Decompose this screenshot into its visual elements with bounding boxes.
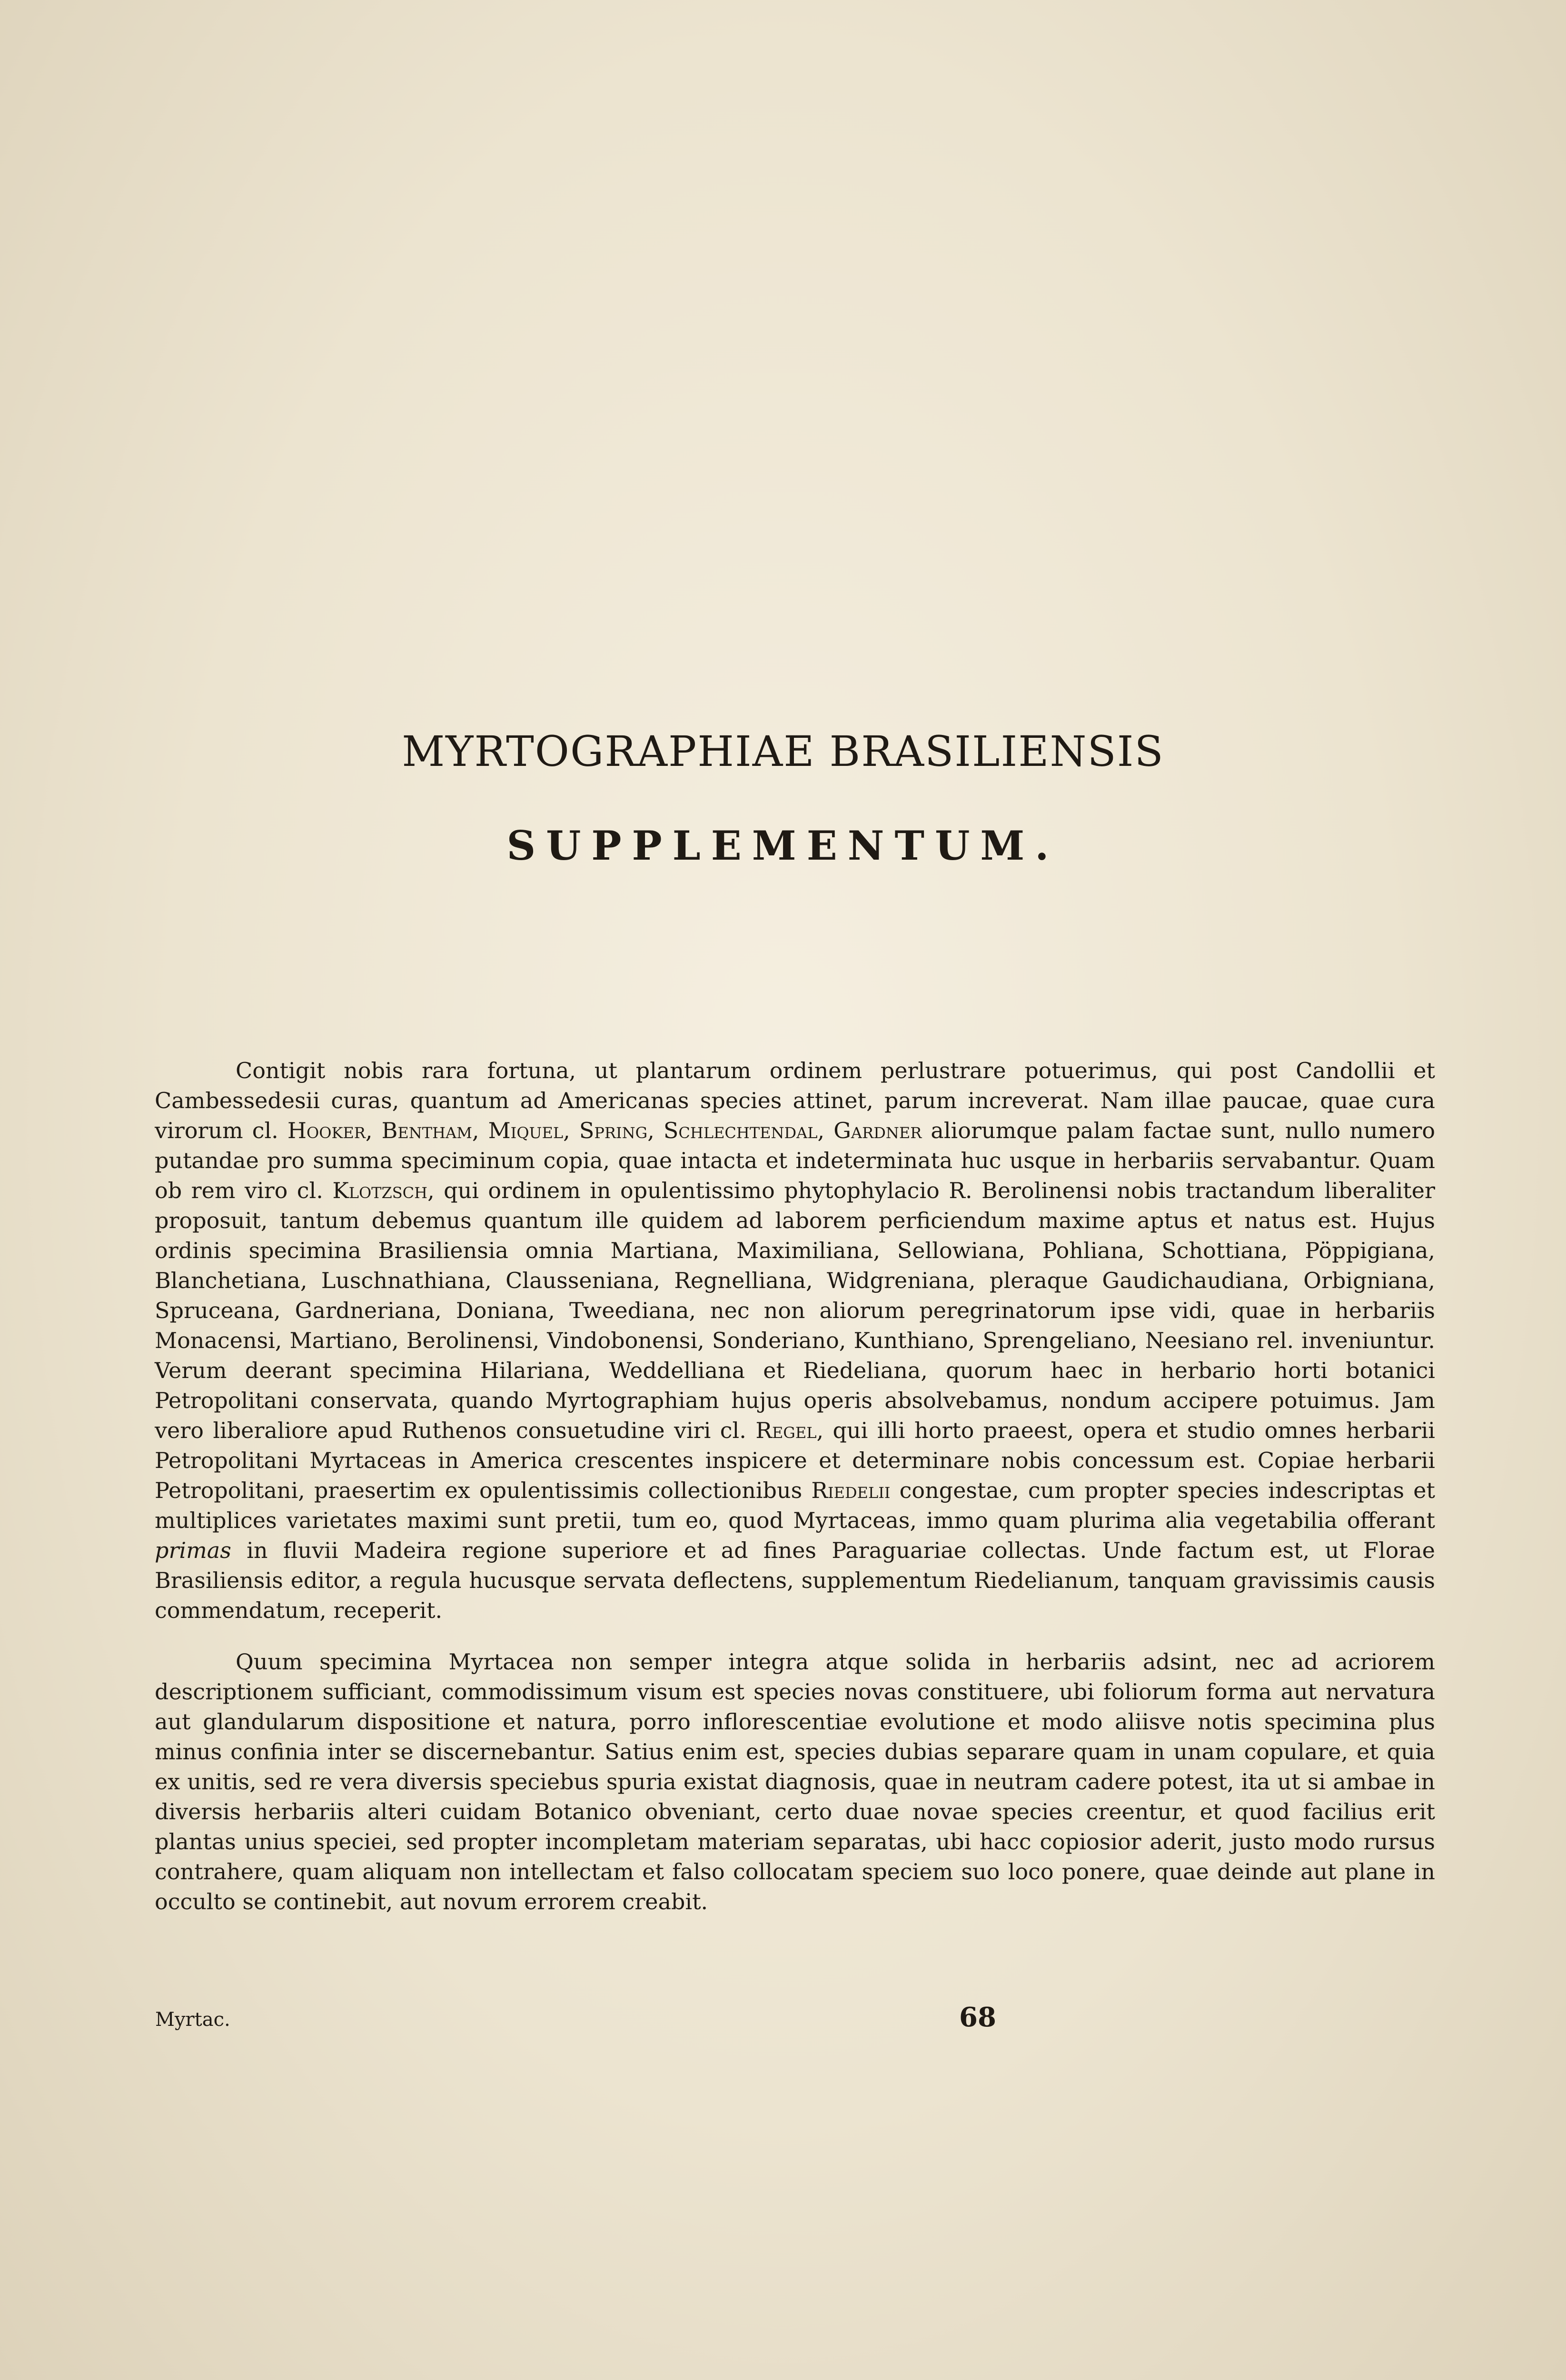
p1-text-5: congestae, cum propter species indescriptas et multiplices varietates maximi sunt pretii, tum eo, quod Myrtaceas, immo quam plurima alia vegetabilia offerant: [155, 1478, 1435, 1533]
p1-text-4: , qui illi horto praeest, opera et studio omnes herbarii Petropolitani Myrtaceas in America crescentes inspicere et determinare nobis concessum est. Copiae herbarii Petropolitani, praesertim ex opulentissimis collectionibus: [155, 1418, 1435, 1503]
p1-sep-5: ,: [817, 1118, 834, 1143]
p1-sep-3: ,: [563, 1118, 579, 1143]
paragraph-2: Quum specimina Myrtacea non semper integra atque solida in herbariis adsint, nec ad acriorem descriptionem sufficiant, commodissimum visum est species novas constituere, ubi foliorum forma aut nervatura aut glandularum dispositione et natura, porro inflorescentiae evolutione et modo aliisve notis specimina plus minus confinia inter se discernebantur. Satius enim est, species dubias separare quam in unam copulare, et quia ex unitis, sed re vera diversis speciebus spuria existat diagnosis, quae in neutram cadere potest, ita ut si ambae in diversis herbariis alteri cuidam Botanico obveniant, certo duae novae species creentur, et quod facilius erit plantas unius speciei, sed propter incompletam materiam separatas, ubi hacc copiosior aderit, justo modo rursus contrahere, quam aliquam non intellectam et falso collocatam speciem suo loco ponere, quae deinde aut plane in occulto se continebit, aut novum errorem creabit.: [155, 1649, 1435, 1914]
p1-sep-1: ,: [365, 1118, 382, 1143]
author-bentham: Bentham: [381, 1118, 472, 1143]
p1-text-3: , qui ordinem in opulentissimo phytophylacio R. Berolinensi nobis tractandum liberaliter proposuit, tantum debemus quantum ille quidem ad laborem perficiendum maxime aptus et natus est. Hujus ordinis specimina Brasiliensia omnia Martiana, Maximiliana, Sellowiana, Pohliana, Schottiana, Pöppigiana, Blanchetiana, Luschnathiana, Clausseniana, Regnelliana, Widgreniana, pleraque Gaudichaudiana, Orbigniana, Spruceana, Gardneriana, Doniana, Tweediana, nec non aliorum peregrinatorum ipse vidi, quae in herbariis Monacensi, Martiano, Berolinensi, Vindobonensi, Sonderiano, Kunthiano, Sprengeliano, Neesiano rel. inveniuntur. Verum deerant specimina Hilariana, Weddelliana et Riedeliana, quorum haec in herbario horti botanici Petropolitani conservata, quando Myrtographiam hujus operis absolvebamus, nondum accipere potuimus. Jam vero liberaliore apud Ruthenos consuetudine viri cl.: [155, 1178, 1435, 1443]
author-klotzsch: Klotzsch: [332, 1178, 428, 1203]
p1-sep-4: ,: [647, 1118, 664, 1143]
p1-sep-2: ,: [472, 1118, 488, 1143]
page-number: 68: [959, 2002, 996, 2033]
author-hooker: Hooker: [287, 1118, 366, 1143]
author-spring: Spring: [579, 1118, 648, 1143]
signature-mark: Myrtac.: [155, 2009, 230, 2031]
author-schlechtendal: Schlechtendal: [663, 1118, 818, 1143]
author-miquel: Miquel: [488, 1118, 564, 1143]
paragraph-1: [155, 1056, 1435, 1626]
page-subtitle: SUPPLEMENTUM.: [506, 822, 1060, 869]
author-gardner: Gardner: [833, 1118, 922, 1143]
p1-text-6: in fluvii Madeira regione superiore et ad fines Paraguariae collectas. Unde factum est, ut Florae Brasiliensis editor, a regula hucusque servata deflectens, supplementum Riedelianum, tanquam gravissimis causis commendatum, receperit.: [155, 1537, 1435, 1623]
author-riedelii: Riedelii: [811, 1478, 891, 1503]
p1-text-1: Contigit nobis rara fortuna, ut plantarum ordinem perlustrare potuerimus, qui post Candollii et Cambessedesii curas, quantum ad Americanas species attinet, parum increverat. Nam illae paucae, quae cura virorum cl.: [155, 1058, 1435, 1143]
italic-primas: primas: [155, 1537, 231, 1563]
page-title: MYRTOGRAPHIAE BRASILIENSIS: [402, 727, 1164, 776]
p1-text-2: aliorumque palam factae sunt, nullo numero putandae pro summa speciminum copia, quae intacta et indeterminata huc usque in herbariis servabantur. Quam ob rem viro cl.: [155, 1118, 1436, 1203]
author-regel: Regel: [755, 1418, 817, 1443]
